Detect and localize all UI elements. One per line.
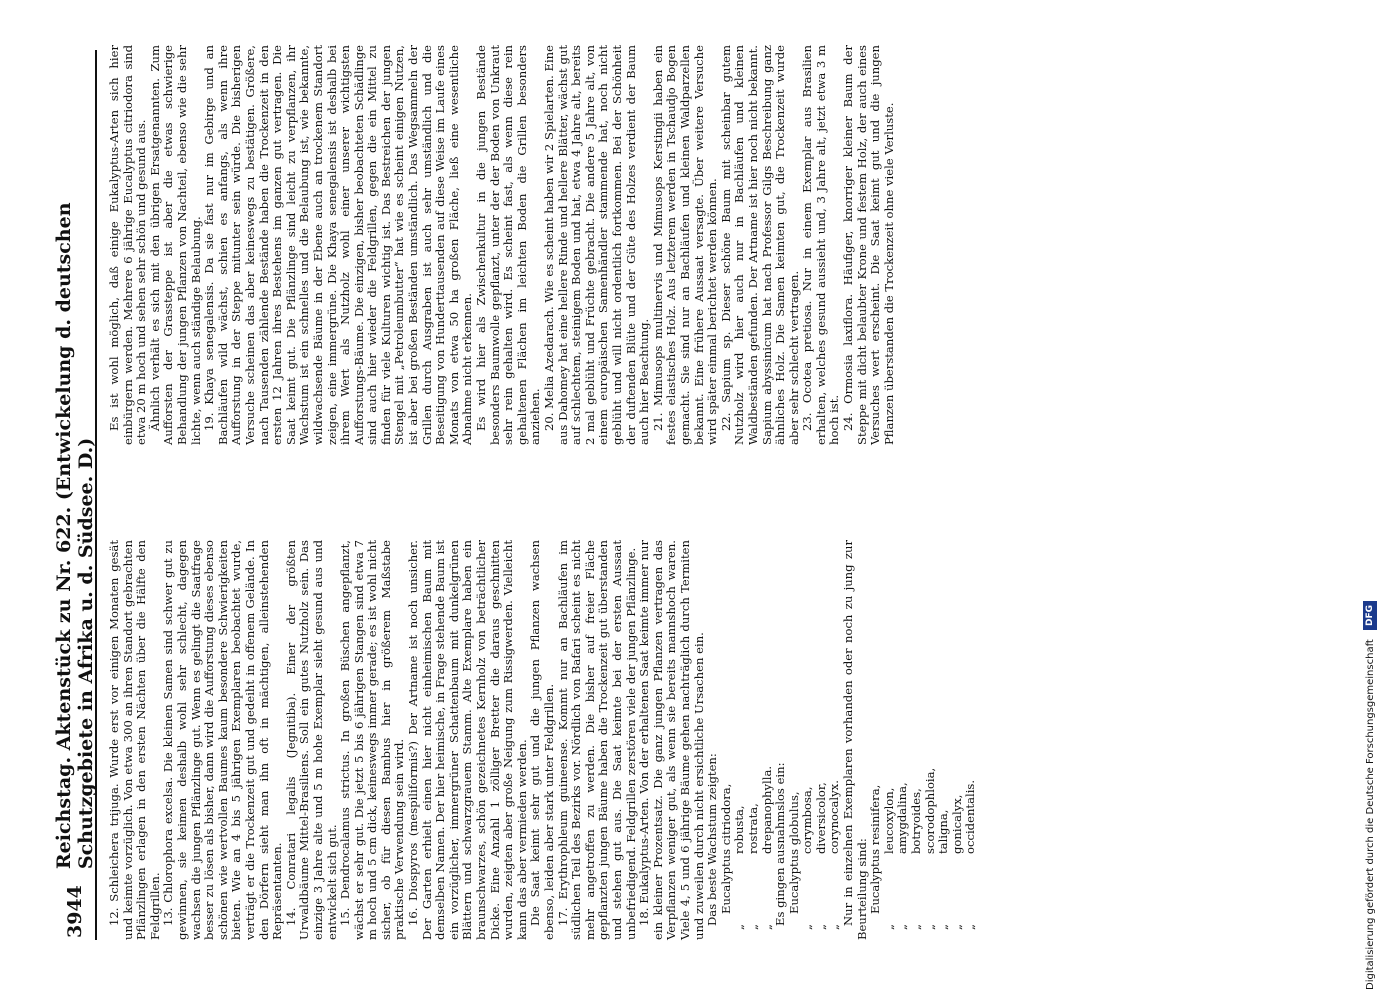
list-item: „ corymbosa, — [800, 786, 815, 930]
paragraph: 17. Erythrophleum guineense. Kommt nur an Bachläufen im südlichen Teil des Bezirks vor. Nördlich von Bafari scheint es nicht mehr angetroffen zu werden. Die bisher auf freier Fläche gepflanzten jungen Bäume haben die Trockenzeit gut überstanden und stehen gut aus. Die Saat keimte bei der ersten Aussaat unbefriedigend. Feldgrillen zerstören viele der jungen Pflänzlinge. — [555, 540, 638, 940]
list-item: „ taligna, — [936, 809, 951, 930]
list-item: „ drepanophylla. — [759, 765, 774, 930]
paragraph: 21. Mimusops multinervis und Mimusops Kerstingii haben ein festes elastisches Holz. Aus letzterem werden in Tschaudjo Bogen gemacht. Sie sind nur an Bachläufen und kleinen Waldparzellen bekannt. Eine frühere Aussaat versagte. Über weitere Versuche wird später einmal berichtet werden können. — [650, 45, 720, 445]
credit-text: Digitalisierung gefördert durch die Deutsche Forschungsgemeinschaft — [1365, 639, 1376, 990]
paragraph: 20. Melia Azedarach. Wie es scheint haben wir 2 Spielarten. Eine aus Dahomey hat eine hellere Rinde und hellere Blätter, wächst gut auf schlechtem, steinigem Boden und hat, etwa 4 Jahre alt, bereits 2 mal geblüht und Früchte gebracht. Die andere 5 Jahre alt, von einem europäischen Samenhändler stammende hat, noch nicht geblüht und will nicht ordentlich fortkommen. Bei der Schönheit der duftenden Blüte und der Güte des Holzes verdient der Baum auch hier Beachtung. — [542, 45, 652, 445]
species-list-best — [720, 540, 774, 940]
paragraph: Das beste Wachstum zeigten: — [705, 753, 720, 926]
paragraph: 15. Dendrocalamus strictus. In großen Büschen angepflanzt, wächst er sehr gut. Die jetzt 5 bis 6 jährigen Stangen sind etwa 7 m hoch und 5 cm dick, keineswegs immer gerade; es ist wohl nicht sicher, ob für diesen Bambus hier in größerem Maßstabe praktische Verwendung sein wird. — [338, 540, 407, 940]
paragraph: 23. Ocotea pretiosa. Nur in einem Exemplar aus Brasilien erhalten, welches gesund aussieht und, 3 Jahre alt, jetzt etwa 3 m hoch ist. — [800, 45, 842, 445]
list-item: „ rostrata, — [745, 803, 760, 930]
list-item: „ gonicalyx, — [949, 794, 964, 930]
paragraph: 13. Chlorophora excelsa. Die kleinen Samen sind schwer gut zu gewinnen, sie keimen deshalb wohl sehr schlecht, dagegen wachsen die jungen Pflänzlinge gut. Wenn es gelingt die Saatfrage besser zu lösen als bisher, dann wird die Aufforstung dieses ebenso schönen wie wertvollen Baumes kaum besondere Schwierigkeiten bieten. Wie an 4 bis 5 jährigen Exemplaren beobachtet wurde, verträgt er die Trockenzeit gut und gedeiht in offenem Gelände. In den Dörfern sieht man ihn oft in mächtigen, alleinstehenden Repräsentanten. — [161, 540, 285, 940]
list-item: „ robusta, — [732, 805, 747, 930]
paragraph: Es ist wohl möglich, daß einige Eukalyptus-Arten sich hier einbürgern werden. Mehrere 6 jährige Eucalyptus citriodora sind etwa 20 m hoch und sehen sehr schön und gesund aus. — [107, 45, 149, 445]
paragraph: Es gingen ausnahmslos ein: — [773, 762, 788, 926]
dfg-logo: DFG — [1363, 601, 1377, 630]
right-column — [108, 45, 896, 445]
paragraph: 24. Ormosia laxiflora. Häufiger, knorriger kleiner Baum der Steppe mit dicht belaubter Krone und festem Holz, der auch eines Versuches wert erscheint. Die Saat keimt gut und die jungen Pflanzen überstanden die Trockenzeit ohne viele Verluste. — [841, 45, 896, 445]
list-item: Eucalyptus citriodora, — [718, 783, 733, 914]
page-number: 3944 — [64, 885, 86, 938]
header-rule — [95, 50, 97, 940]
paragraph: Die Saat keimt sehr gut und die jungen Pflanzen wachsen ebenso, leiden aber stark unter Feldgrillen. — [528, 540, 556, 940]
page-header — [55, 50, 95, 1000]
paragraph: Es wird hier als Zwischenkultur in die jungen Bestände besonders Baumwolle gepflanzt, unter der der Boden von Unkraut sehr rein gehalten wird. Es scheint fast, als wenn diese rein gehaltenen Flächen im leichten Boden die Grillen besonders anziehen. — [474, 45, 543, 445]
page-title: Reichstag. Aktenstück zu Nr. 622. (Entwickelung d. deutschen Schutzgebiete in Afrika u. d. Südsee. D.) — [53, 202, 97, 870]
species-list-died — [788, 540, 842, 940]
paragraph: 18. Eukalyptus-Arten. Von der erhaltenen Saat keimte immer nur ein kleiner Prozentsatz. Die ganz jungen Pflanzen vertragen das Verpflanzen weniger gut, als wenn sie bereits mannshoch waren. Viele 4, 5 und 6 jährige Bäume gehen nachträglich durch Termiten und zuweilen durch nicht ersichtliche Ursachen ein. — [637, 540, 706, 940]
list-item: „ diversicolor, — [813, 782, 828, 930]
list-item: Eucalyptus resinifera, — [868, 784, 883, 914]
list-item: „ leucoxylon, — [881, 787, 896, 930]
list-item: „ occidentalis. — [963, 779, 978, 930]
list-item: „ botryoides, — [909, 788, 924, 930]
species-list-few — [869, 540, 978, 940]
left-column — [108, 540, 978, 940]
list-item: Eucalyptus globulus, — [786, 791, 801, 914]
paragraph: 16. Diospyros (mespiliformis?) Der Artname ist noch unsicher. Der Garten erhielt einen hier nicht einheimischen Baum mit demselben Namen. Der hier heimische, in Frage stehende Baum ist ein vorzüglicher, immergrüner Schattenbaum mit dunkelgrünen Blättern und schwarzgrauem Stamm. Alte Exemplare haben ein braunschwarzes, schön gezeichnetes Kernholz von beträchtlicher Dicke. Eine Anzahl 1 zölliger Bretter die daraus geschnitten wurden, zeigten aber große Neigung zum Rissigwerden. Vielleicht kann das aber vermieden werden. — [406, 540, 529, 940]
paragraph: 19. Khaya senegalensis. Da sie fast nur im Gebirge und an Bachläufen wild wächst, schien es anfangs, als wenn ihre Aufforstung in der Steppe mitunter sein würde. Die bisherigen Versuche scheinen das aber keineswegs zu bestätigen. Größere, nach Tausenden zählende Bestände haben die Trockenzeit in den ersten 12 Jahren ihres Bestehens im ganzen gut vertragen. Die Saat keimt gut. Die Pflänzlinge sind leicht zu verpflanzen, ihr Wachstum ist ein schnelles und die Belaubung ist, wie bekannte, wildwachsende Bäume in der Ebene auch an trockenem Standort zeigen, eine immergrüne. Die Khaya senegalensis ist deshalb bei ihrem Wert als Nutzholz wohl einer unserer wichtigsten Aufforstungs-Bäume. Die einzigen, bisher beobachteten Schädlinge sind auch hier wieder die Feldgrillen, gegen die ein Mittel zu finden für viele Kulturen wichtig ist. Das Bestreichen der jungen Stengel mit „Petroleumbutter“ hat wie es scheint einigen Nutzen, ist aber bei großen Beständen umständlich. Das Wegsammeln der Grillen durch Ausgraben ist auch sehr umständlich und die Beseitigung von Hunderttausenden auf diese Weise im Laufe eines Monats von etwa 50 ha großen Fläche, ließ eine wesentliche Abnahme nicht erkennen. — [202, 45, 475, 445]
paragraph: 22. Sapium sp. Dieser schöne Baum mit scheinbar gutem Nutzholz wird hier auch nur in Bachläufen und kleinen Waldbeständen gefunden. Der Artname ist hier noch nicht bekannt. Sapium abyssinicum hat nach Professor Gilgs Beschreibung ganz ähnliches Holz. Die Samen keimten gut, die Trockenzeit wurde aber sehr schlecht vertragen. — [718, 45, 801, 445]
digitization-credit — [1358, 0, 1383, 1000]
paragraph: Ähnlich verhält es sich mit den übrigen Ersatgenannten. Zum Aufforsten der Grassteppe ist aber die etwas schwierige Behandlung der jungen Pflanzen von Nachteil, ebenso wie die sehr lichte, wenn auch ständige Belaubung. — [147, 45, 203, 445]
paragraph: Nur in einzelnen Exemplaren vorhanden oder noch zu jung zur Beurteilung sind: — [841, 540, 869, 940]
list-item: „ amygdalina, — [895, 782, 910, 930]
list-item: „ corynocalyx. — [827, 780, 842, 930]
paragraph: 14. Conratari legalis (Jegnitiba). Einer der größten Urwaldbäume Mittel-Brasiliens. Soll ein gutes Nutzholz sein. Das einzige 3 Jahre alte und 5 m hohe Exemplar sieht gesund aus und entwickelt sich gut. — [283, 540, 339, 940]
list-item: „ scorodophloia, — [922, 767, 937, 930]
paragraph: 12. Schleichera trijuga. Wurde erst vor einigen Monaten gesät und keimte vorzüglich. Von etwa 300 an ihren Standort gebrachten Pflänzlingen erlagen in den ersten Nächten über die Hälfte den Feldgrillen. — [107, 540, 162, 940]
